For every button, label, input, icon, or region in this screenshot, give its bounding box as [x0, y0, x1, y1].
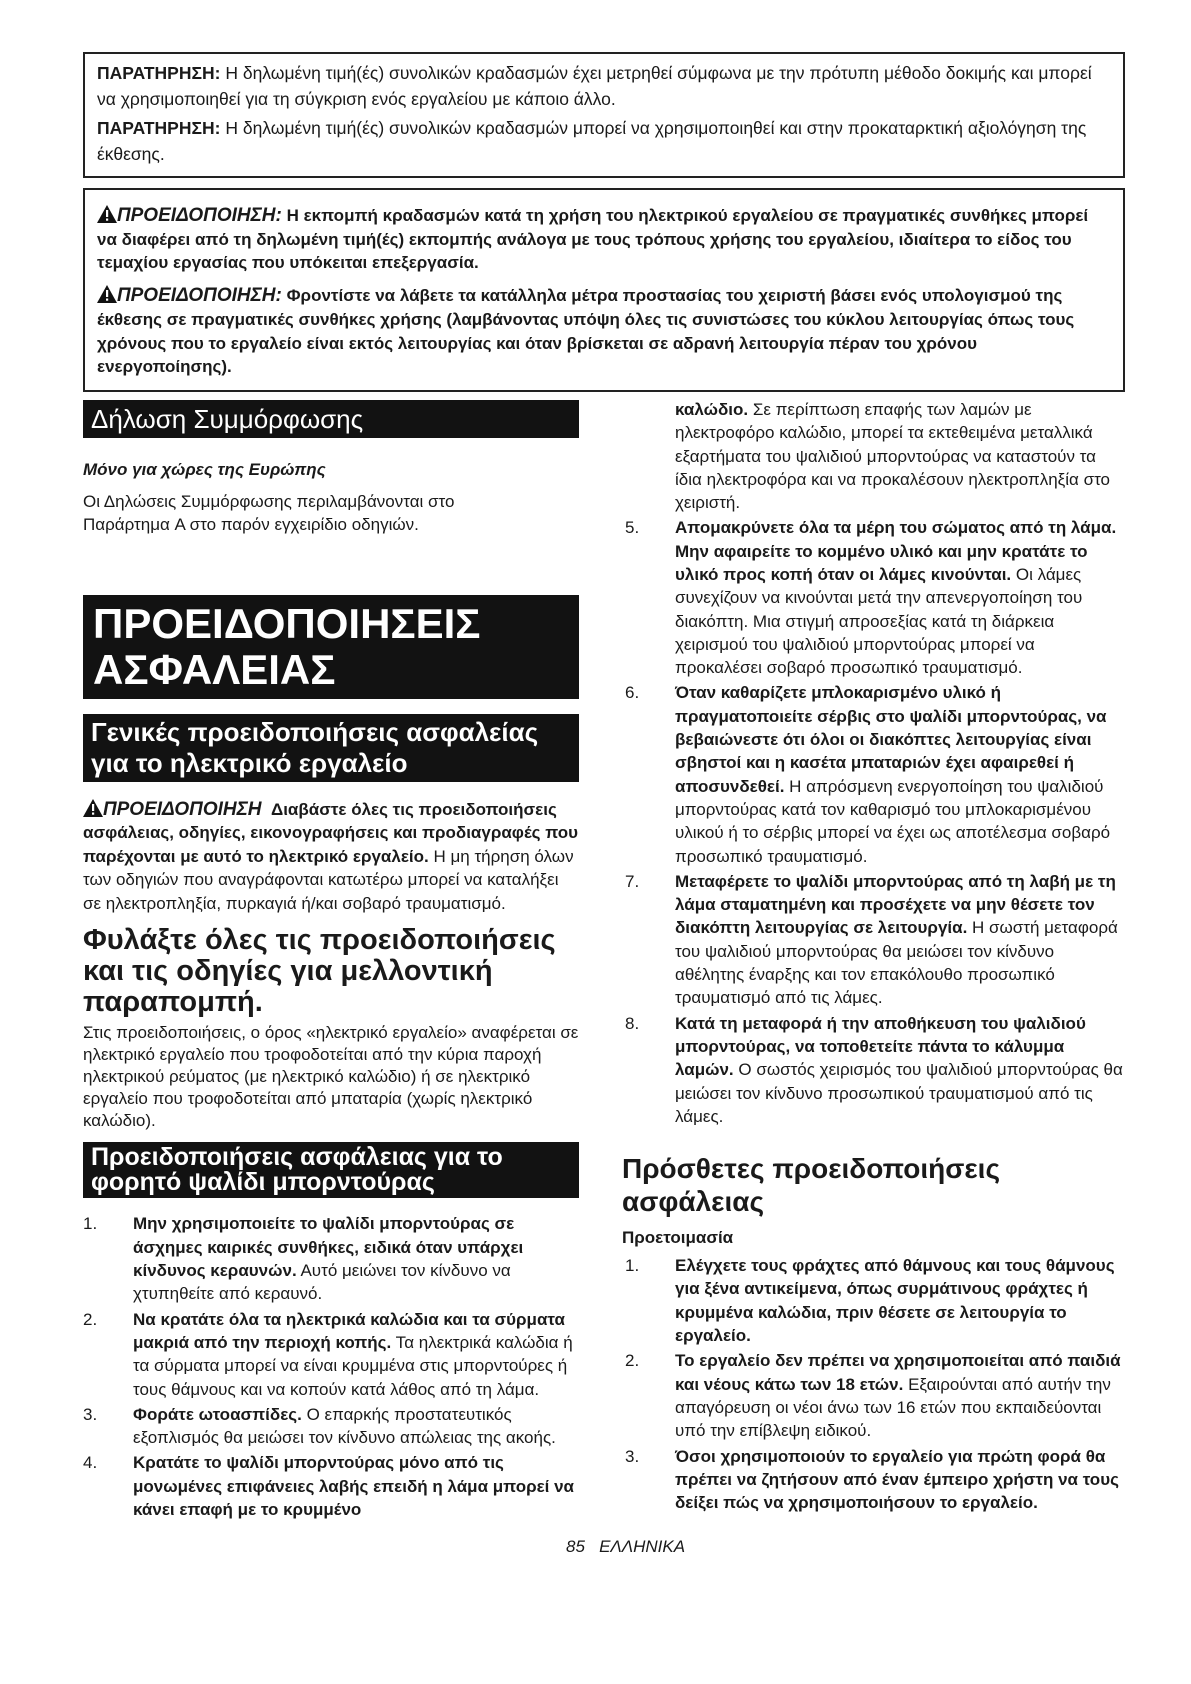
- page: [83, 0, 1125, 1577]
- page-number: 85: [566, 1537, 585, 1557]
- page-footer: [83, 1537, 1125, 1577]
- note-text: Η δηλωμένη τιμή(ές) συνολικών κραδασμών μπορεί να χρησιμοποιηθεί και στην προκαταρκτική αξιολόγηση της έκθεσης.: [97, 118, 1087, 164]
- list-item-text: Η σωστή μεταφορά του ψαλιδιού μπορντούρας θα μειώσει τον κίνδυνο αθέλητης έναρξης και τον επακόλουθο προσωπικό τραυματισμό από τις λάμες.: [675, 918, 1118, 1008]
- warning-triangle-icon: [83, 799, 103, 817]
- list-item-bold: Το εργαλείο δεν πρέπει να χρησιμοποιείται από παιδιά και νέους κάτω των 18 ετών.: [675, 1351, 1121, 1394]
- warning-label: ΠΡΟΕΙΔΟΠΟΙΗΣΗ:: [117, 285, 282, 307]
- list-item: [83, 1451, 579, 1521]
- warning-bold-text: Διαβάστε όλες τις προειδοποιήσεις ασφάλειας, οδηγίες, εικονογραφήσεις και προδιαγραφές που παρέχονται με αυτό το ηλεκτρικό εργαλείο.: [83, 799, 579, 866]
- note-label: ΠΑΡΑΤΗΡΗΣΗ:: [97, 63, 221, 83]
- list-item-bold: Ελέγχετε τους φράχτες από θάμνους και τους θάμνους για ξένα αντικείμενα, όπως συρμάτινους φράχτες ή κρυμμένα καλώδια, πριν θέσετε σε λειτουργία το εργαλείο.: [675, 1256, 1115, 1346]
- declaration-heading: Δήλωση Συμμόρφωσης: [83, 400, 579, 438]
- notes-box: [83, 52, 1125, 178]
- left-column: [83, 400, 579, 1523]
- list-item-text: Τα ηλεκτρικά καλώδια ή τα σύρματα μπορεί να είναι κρυμμένα στις μπορντούρες ή τους θάμνους και να κοπούν κατά λάθος από τη λάμα.: [133, 1332, 573, 1399]
- list-item-bold: Μεταφέρετε το ψαλίδι μπορντούρας από τη λαβή με τη λάμα σταματημένη και προσέχετε να μην θέσετε τον διακόπτη λειτουργίας σε λειτουργία.: [675, 871, 1116, 938]
- list-number: 2.: [83, 1309, 98, 1329]
- list-item-text: Σε περίπτωση επαφής των λαμών με ηλεκτροφόρο καλώδιο, μπορεί τα εκτεθειμένα μεταλλικά εξαρτήματα του ψαλιδιού μπορντούρας να καταστούν τα ίδια ηλεκτροφόρα και να προκαλέσουν ηλεκτροπληξία στο χειριστή.: [675, 399, 1111, 513]
- list-item: [625, 681, 1125, 867]
- list-item-bold: Όσοι χρησιμοποιούν το εργαλείο για πρώτη φορά θα πρέπει να ζητήσουν από έναν έμπειρο χρήστη να τους δείξει πώς να χρησιμοποιήσουν το εργαλείο.: [675, 1446, 1119, 1513]
- declaration-subheading: Μόνο για χώρες της Ευρώπης: [83, 459, 326, 479]
- warning-paragraph: [97, 204, 1111, 275]
- list-item: [83, 1212, 579, 1305]
- list-number: 6.: [625, 683, 640, 703]
- warning-text: Η εκπομπή κραδασμών κατά τη χρήση του ηλεκτρικού εργαλείου σε πραγματικές συνθήκες μπορεί να διαφέρει από τη δηλωμένη τιμή(ές) εκπομπής ανάλογα με τους τρόπους χρήσης του εργαλείου, ιδιαίτερα το είδος του τεμαχίου εργασίας που υπόκειται επεξεργασία.: [97, 206, 1089, 273]
- warning-paragraph: [97, 284, 1111, 379]
- list-item-bold: Απομακρύνετε όλα τα μέρη του σώματος από τη λάμα. Μην αφαιρείτε το κομμένο υλικό και μην κρατάτε το υλικό προς κοπή όταν οι λάμες κινούνται.: [675, 518, 1117, 584]
- list-item-text: Ο σωστός χειρισμός του ψαλιδιού μπορντούρας θα μειώσει τον κίνδυνο προσωπικού τραυματισμού από τις λάμες.: [675, 1060, 1123, 1126]
- list-number: 4.: [83, 1453, 98, 1473]
- list-number: 5.: [625, 518, 640, 538]
- list-item-bold: Κρατάτε το ψαλίδι μπορντούρας μόνο από τις μονωμένες επιφάνειες λαβής επειδή η λάμα μπορεί να κάνει επαφή με το κρυμμένο: [133, 1453, 575, 1519]
- note-label: ΠΑΡΑΤΗΡΗΣΗ:: [97, 118, 221, 138]
- list-number: 3.: [83, 1404, 98, 1424]
- note-paragraph: [97, 60, 1111, 112]
- list-item-bold: Φοράτε ωτοασπίδες.: [133, 1404, 302, 1424]
- list-item-bold: Μην χρησιμοποιείτε το ψαλίδι μπορντούρας σε άσχημες καιρικές συνθήκες, ειδικά όταν υπάρχει κίνδυνος κεραυνών.: [133, 1214, 524, 1281]
- list-item-bold: Όταν καθαρίζετε μπλοκαρισμένο υλικό ή πραγματοποιείτε σέρβις στο ψαλίδι μπορντούρας, να βεβαιώνεστε ότι όλοι οι διακόπτες λειτουργίας είναι σβηστοί και η κασέτα μπαταριών έχει αφαιρεθεί ή αποσυνδεθεί.: [675, 683, 1107, 796]
- list-item: [625, 516, 1125, 679]
- list-item: [625, 1349, 1125, 1442]
- safety-title-line: ΠΡΟΕΙΔΟΠΟΙΗΣΕΙΣ: [93, 599, 481, 647]
- list-item: [625, 1254, 1125, 1347]
- warnings-box: [83, 188, 1125, 392]
- additional-subheading: Προετοιμασία: [622, 1228, 734, 1248]
- list-item: [625, 870, 1125, 1010]
- list-item-text: Εξαιρούνται από αυτήν την απαγόρευση οι νέοι άνω των 16 ετών που εκπαιδεύονται υπό την επίβλεψη ειδικού.: [675, 1374, 1111, 1441]
- warning-text: Φροντίστε να λάβετε τα κατάλληλα μέτρα προστασίας του χειριστή βάσει ενός υπολογισμού της έκθεσης σε πραγματικές συνθήκες χρήσης (λαμβάνοντας υπόψη όλες τις συνιστώσες του κύκλου λειτουργίας όπως τους χρόνους που το εργαλείο είναι εκτός λειτουργίας και όταν βρίσκεται σε αδρανή λειτουργία πέραν του χρόνου ενεργοποίησης).: [97, 286, 1075, 377]
- list-number: 3.: [625, 1446, 640, 1466]
- warning-triangle-icon: [97, 285, 117, 303]
- list-item-bold: Να κρατάτε όλα τα ηλεκτρικά καλώδια και τα σύρματα μακριά από την περιοχή κοπής.: [133, 1309, 565, 1352]
- warning-label: ΠΡΟΕΙΔΟΠΟΙΗΣΗ: [103, 798, 262, 820]
- list-item-text: Ο επαρκής προστατευτικός εξοπλισμός θα μειώσει τον κίνδυνο απώλειας της ακοής.: [133, 1404, 556, 1448]
- safety-title: [83, 595, 579, 699]
- warning-label: ΠΡΟΕΙΔΟΠΟΙΗΣΗ:: [117, 205, 282, 226]
- hedge-list-left: [83, 1212, 579, 1521]
- note-paragraph: [97, 115, 1111, 167]
- right-column: [622, 399, 1125, 1523]
- list-item: [625, 1012, 1125, 1128]
- safety-title-line: ΑΣΦΑΛΕΙΑΣ: [93, 645, 336, 693]
- hedge-trimmer-heading: Προειδοποιήσεις ασφάλειας για το φορητό ψαλίδι μπορντούρας: [83, 1142, 579, 1198]
- warning-triangle-icon: [97, 205, 117, 223]
- list-item: [83, 1403, 579, 1450]
- save-heading: Φυλάξτε όλες τις προειδοποιήσεις και τις οδηγίες για μελλοντική παραπομπή.: [83, 924, 556, 1019]
- list-number: 8.: [625, 1013, 640, 1033]
- warning-text: Η μη τήρηση όλων των οδηγιών που αναγράφονται κατωτέρω μπορεί να καταλήξει σε ηλεκτροπληξία, πυρκαγιά ή/και σοβαρό τραυματισμό.: [83, 846, 574, 913]
- list-item-text: Οι λάμες συνεχίζουν να κινούνται μετά την απενεργοποίηση του διακόπτη. Μια στιγμή απροσεξίας κατά τη διάρκεια χειρισμού του ψαλιδιού μπορντούρας μπορεί να προκαλέσει σοβαρό προσωπικό τραυματισμό.: [675, 565, 1083, 678]
- general-warning: [83, 798, 579, 916]
- additional-list: [625, 1254, 1125, 1514]
- list-item: [83, 1308, 579, 1401]
- list-item: [625, 398, 1125, 514]
- list-item: [625, 1445, 1125, 1515]
- hedge-list-right: [625, 398, 1125, 1128]
- general-warnings-heading: Γενικές προειδοποιήσεις ασφαλείας για το ηλεκτρικό εργαλείο: [83, 714, 579, 782]
- list-item-bold: Κατά τη μεταφορά ή την αποθήκευση του ψαλιδιού μπορντούρας, να τοποθετείτε πάντα το κάλυμμα λαμών.: [675, 1013, 1086, 1080]
- additional-heading: Πρόσθετες προειδοποιήσεις ασφάλειας: [622, 1153, 1001, 1218]
- save-body: Στις προειδοποιήσεις, ο όρος «ηλεκτρικό εργαλείο» αναφέρεται σε ηλεκτρικό εργαλείο που τροφοδοτείται από την κύρια παροχή ηλεκτρικού ρεύματος (με ηλεκτρικό καλώδιο) ή σε ηλεκτρικό εργαλείο που τροφοδοτείται από μπαταρία (χωρίς ηλεκτρικό καλώδιο).: [83, 1023, 579, 1131]
- list-number: 7.: [625, 871, 640, 891]
- list-number: 1.: [83, 1214, 98, 1234]
- declaration-body: Οι Δηλώσεις Συμμόρφωσης περιλαμβάνονται στο Παράρτημα A στο παρόν εγχειρίδιο οδηγιών.: [83, 491, 455, 535]
- list-item-bold: καλώδιο.: [675, 399, 749, 419]
- two-column-body: [83, 400, 1125, 1523]
- language-label: ΕΛΛΗΝΙΚΑ: [599, 1537, 686, 1557]
- list-item-text: Η απρόσμενη ενεργοποίηση του ψαλιδιού μπορντούρας κατά τον καθαρισμό του μπλοκαρισμένου υλικού ή το σέρβις μπορεί να έχει ως αποτέλεσμα σοβαρό προσωπικό τραυματισμό.: [675, 776, 1111, 866]
- note-text: Η δηλωμένη τιμή(ές) συνολικών κραδασμών έχει μετρηθεί σύμφωνα με την πρότυπη μέθοδο δοκιμής και μπορεί να χρησιμοποιηθεί για τη σύγκριση ενός εργαλείου με κάποιο άλλο.: [97, 63, 1092, 109]
- list-item-text: Αυτό μειώνει τον κίνδυνο να χτυπηθείτε από κεραυνό.: [133, 1261, 511, 1304]
- list-number: 1.: [625, 1256, 640, 1276]
- list-number: 2.: [625, 1351, 640, 1371]
